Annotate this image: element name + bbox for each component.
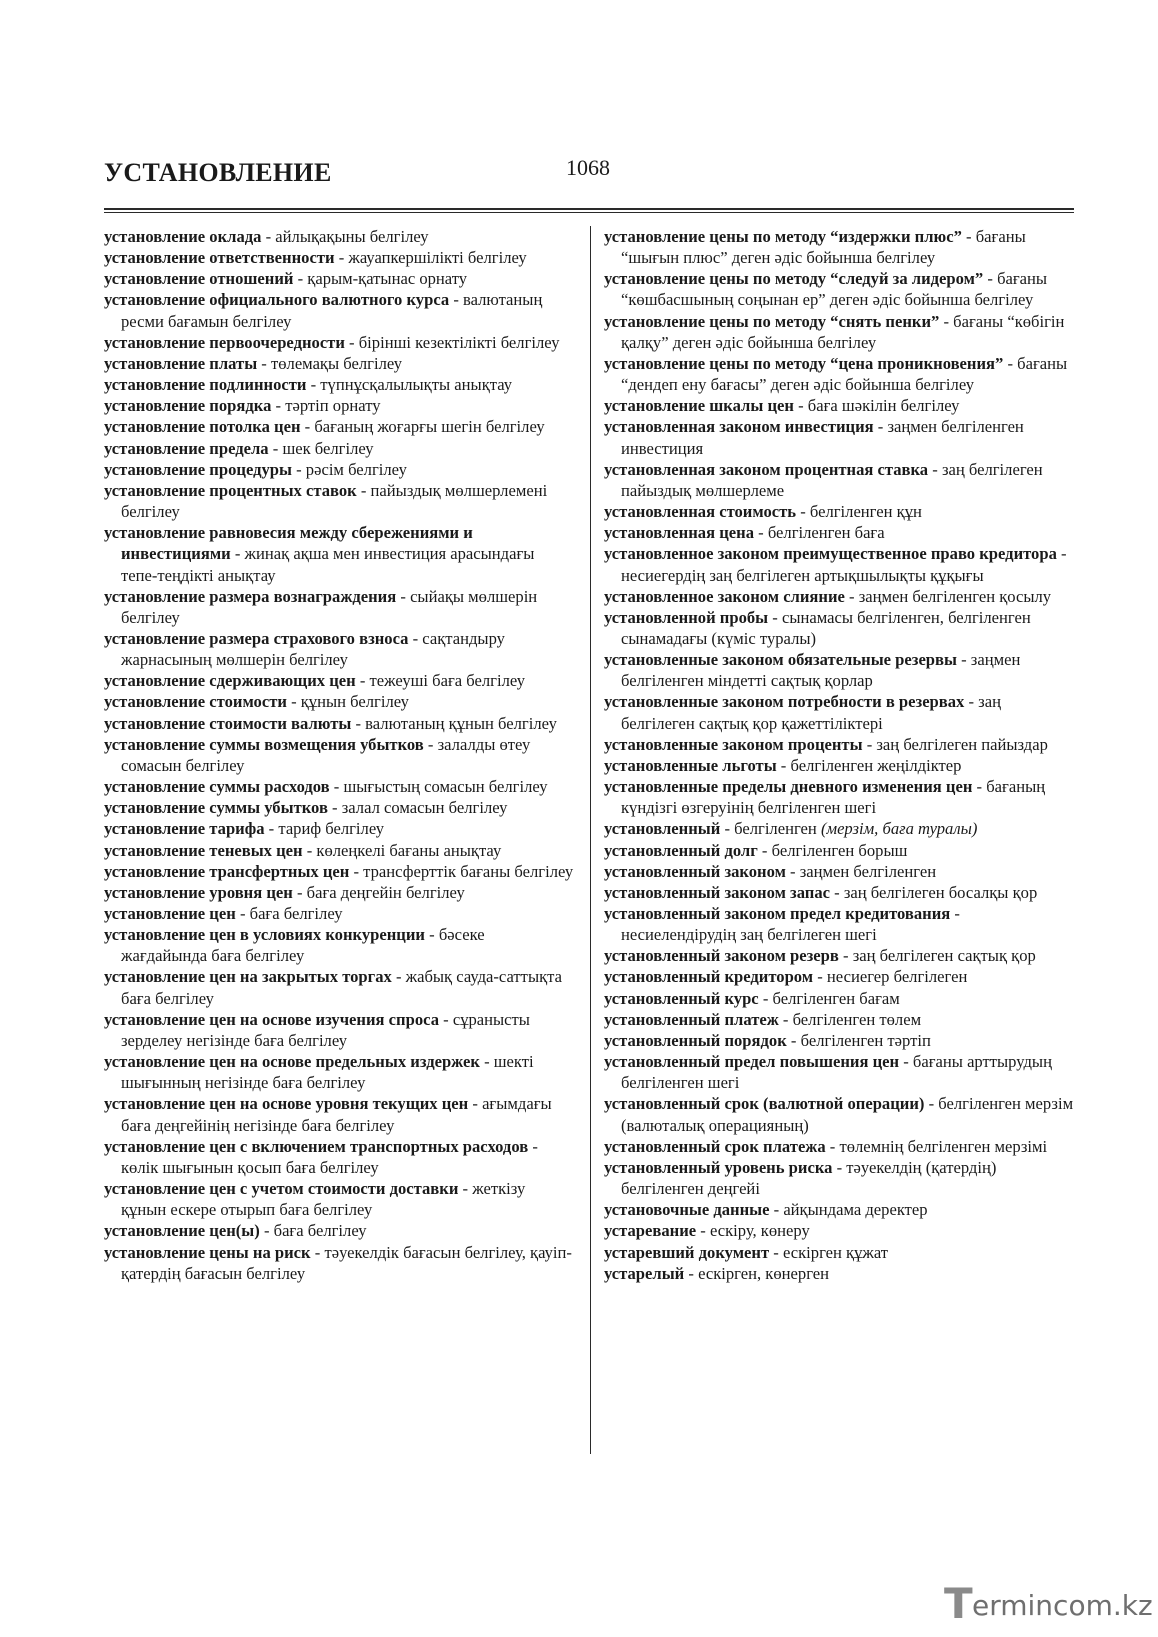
dictionary-entry: [604, 691, 1074, 733]
left-column: [104, 226, 574, 1284]
dictionary-entry: [604, 311, 1074, 353]
entry-separator: -: [423, 734, 438, 754]
entry-separator: -: [408, 628, 423, 648]
entry-term: установленный уровень риска: [604, 1157, 833, 1177]
entry-definition: белгіленген тәртіп: [800, 1030, 931, 1050]
dictionary-entry: [604, 1263, 1074, 1284]
entry-separator: -: [264, 819, 279, 839]
entry-term: установление тарифа: [104, 819, 265, 839]
entry-separator: -: [924, 1094, 939, 1114]
entry-definition: шек белгілеу: [282, 438, 374, 458]
entry-separator: -: [292, 882, 307, 902]
entry-separator: -: [830, 882, 844, 902]
entry-definition: белгіленген бағам: [772, 988, 900, 1008]
entry-separator: -: [396, 586, 411, 606]
entry-separator: -: [956, 650, 971, 670]
entry-separator: -: [349, 861, 364, 881]
entry-separator: -: [235, 904, 250, 923]
entry-separator: -: [1003, 353, 1018, 373]
entry-definition: құнын белгілеу: [300, 692, 409, 712]
entry-separator: -: [271, 396, 286, 416]
entry-separator: -: [768, 607, 782, 627]
right-column: [604, 226, 1074, 1284]
entry-definition: көлік шығынын қосып баға белгілеу: [121, 1157, 379, 1177]
entry-definition: бағаның жоғарғы шегін белгілеу: [314, 417, 545, 437]
dictionary-entry: [604, 861, 1074, 882]
entry-term: установленная законом процентная ставка: [604, 459, 929, 479]
entry-separator: -: [344, 332, 359, 352]
entry-definition: заң белгілеген сақтық қор: [852, 946, 1036, 966]
dictionary-entry: [104, 818, 574, 839]
entry-definition: заңмен белгіленген инвестиция: [621, 417, 1024, 458]
entry-term: установление потолка цен: [104, 417, 301, 437]
entry-definition: рәсім белгілеу: [305, 459, 407, 479]
entry-term: установление цены на риск: [104, 1242, 311, 1262]
entry-definition: көлеңкелі бағаны анықтау: [316, 840, 502, 860]
entry-separator: -: [769, 1242, 783, 1262]
entry-separator: -: [268, 438, 283, 458]
entry-definition: белгіленген баға: [767, 523, 885, 543]
dictionary-entry: [104, 797, 574, 818]
entry-separator: -: [983, 269, 998, 289]
dictionary-entry: [104, 268, 574, 289]
entry-term: установленный законом: [604, 861, 786, 881]
dictionary-entry: [604, 268, 1074, 310]
entry-separator: -: [391, 967, 406, 987]
entry-separator: -: [230, 544, 245, 564]
entry-term: установление стоимости валюты: [104, 713, 352, 733]
entry-separator: -: [1056, 544, 1067, 564]
entry-definition: валютаның ресми бағамын белгілеу: [121, 290, 543, 331]
entry-separator: -: [300, 417, 315, 437]
entry-term: установление цен на закрытых торгах: [104, 967, 392, 987]
dictionary-entry: [104, 586, 574, 628]
dictionary-entry: [104, 713, 574, 734]
entry-separator: -: [327, 798, 342, 818]
entry-definition: несиегер белгілеген: [826, 967, 968, 987]
page-header: [104, 155, 1074, 194]
entry-definition: ескірген құжат: [782, 1242, 889, 1262]
entry-term: установление процентных ставок: [104, 480, 357, 500]
dictionary-entry: [604, 1199, 1074, 1220]
entry-definition: белгіленген жеңілдіктер: [790, 755, 962, 775]
dictionary-entry: [604, 988, 1074, 1009]
entry-term: установление цен: [104, 904, 236, 923]
dictionary-entry: [104, 374, 574, 395]
entry-definition: белгіленген: [734, 819, 817, 839]
entry-definition: төлемақы белгілеу: [270, 353, 403, 373]
entry-term: установленный платеж: [604, 1009, 779, 1029]
entry-definition: бағаны “шығын плюс” деген әдіс бойынша белгілеу: [621, 227, 1026, 268]
entry-definition: заң белгілеген пайыздық мөлшерлеме: [621, 459, 1043, 500]
entry-definition: белгіленген құн: [809, 502, 922, 522]
header-rule-thick: [104, 208, 1074, 210]
entry-term: установление цен с учетом стоимости доставки: [104, 1179, 459, 1199]
entry-definition: тәртіп орнату: [285, 396, 381, 416]
entry-term: установленный долг: [604, 840, 758, 860]
entry-term: установление оклада: [104, 227, 262, 246]
entry-definition: жабық сауда-саттықта баға белгілеу: [121, 967, 562, 1008]
dictionary-entry: [104, 1178, 574, 1220]
entry-term: установление ответственности: [104, 248, 335, 268]
dictionary-entry: [104, 522, 574, 585]
dictionary-entry: [604, 649, 1074, 691]
entry-definition: залал сомасын белгілеу: [341, 798, 508, 818]
entry-definition: ескіру, көнеру: [709, 1221, 810, 1241]
dictionary-entry: [104, 395, 574, 416]
entry-term: установленные льготы: [604, 755, 777, 775]
entry-term: установление цен на основе уровня текущих цен: [104, 1094, 469, 1114]
entry-separator: -: [259, 1221, 274, 1241]
entry-term: устаревший документ: [604, 1242, 770, 1262]
dictionary-entry: [104, 776, 574, 797]
dictionary-entry: [104, 966, 574, 1008]
dictionary-entry: [104, 691, 574, 712]
entry-term: устарелый: [604, 1263, 685, 1283]
dictionary-entry: [604, 1242, 1074, 1263]
entry-separator: -: [939, 311, 954, 331]
entry-separator: -: [449, 290, 464, 310]
entry-definition: белгіленген төлем: [792, 1009, 922, 1029]
dictionary-entry: [604, 734, 1074, 755]
dictionary-entry: [104, 861, 574, 882]
entry-term: установление предела: [104, 438, 269, 458]
entry-separator: -: [334, 248, 349, 268]
dictionary-entry: [604, 818, 1074, 839]
entry-term: установление размера вознаграждения: [104, 586, 397, 606]
dictionary-entry: [604, 607, 1074, 649]
dictionary-entry: [104, 459, 574, 480]
entry-separator: -: [439, 1009, 453, 1029]
entry-term: установление цен в условиях конкуренции: [104, 925, 425, 945]
entry-separator: -: [306, 375, 321, 395]
entry-separator: -: [310, 1242, 325, 1262]
entry-separator: -: [479, 1052, 494, 1072]
entry-separator: -: [261, 227, 276, 246]
entry-term: установление официального валютного курса: [104, 290, 450, 310]
entry-separator: -: [684, 1263, 699, 1283]
entry-definition: сұранысты зерделеу негізінде баға белгілеу: [121, 1009, 530, 1050]
entry-separator: -: [785, 861, 800, 881]
entry-definition: валютаның құнын белгілеу: [365, 713, 557, 733]
column-divider: [590, 226, 591, 1454]
entry-term: устаревание: [604, 1221, 697, 1241]
entry-separator: -: [757, 840, 772, 860]
entry-separator: -: [796, 502, 810, 522]
entry-definition: түпнұсқалылықты анықтау: [320, 375, 513, 395]
dictionary-entry: [104, 628, 574, 670]
entry-separator: -: [928, 459, 942, 479]
dictionary-entry: [604, 1157, 1074, 1199]
dictionary-entry: [604, 840, 1074, 861]
dictionary-entry: [604, 1093, 1074, 1135]
entry-definition: жауапкершілікті белгілеу: [348, 248, 527, 268]
entry-separator: -: [257, 353, 271, 373]
entry-definition: бағаны арттырудың белгіленген шегі: [621, 1052, 1052, 1093]
entry-definition: трансферттік бағаны белгілеу: [363, 861, 574, 881]
entry-term: установление сдерживающих цен: [104, 671, 356, 691]
entry-term: установление суммы возмещения убытков: [104, 734, 424, 754]
terminkom-logo: [944, 1579, 1153, 1628]
entry-term: установленные пределы дневного изменения цен: [604, 777, 973, 797]
entry-term: установление цен на основе предельных издержек: [104, 1052, 480, 1072]
entry-definition: бағаны “көшбасшының соңынан ер” деген әдіс бойынша белгілеу: [621, 269, 1048, 310]
entry-term: установление подлинности: [104, 375, 307, 395]
entry-separator: -: [793, 396, 808, 416]
entry-definition: баға белгілеу: [249, 904, 343, 923]
dictionary-entry: [604, 395, 1074, 416]
page-number: 1068: [566, 155, 610, 180]
entry-separator: -: [356, 480, 371, 500]
entry-separator: -: [425, 925, 439, 945]
entry-separator: -: [302, 840, 317, 860]
header-rule-thin: [104, 212, 1074, 213]
entry-definition: заңмен белгіленген міндетті сақтық қорлар: [621, 650, 1021, 691]
entry-definition: шекті шығынның негізінде баға белгілеу: [121, 1052, 534, 1093]
dictionary-entry: [604, 755, 1074, 776]
logo-text: ermincom.kz: [972, 1589, 1153, 1622]
entry-separator: -: [291, 459, 306, 479]
entry-term: установленный срок (валютной операции): [604, 1094, 925, 1114]
dictionary-entry: [604, 501, 1074, 522]
dictionary-entry: [604, 966, 1074, 987]
entry-separator: -: [873, 417, 888, 437]
entry-term: установление цен с включением транспортных расходов: [104, 1136, 529, 1156]
entry-separator: -: [844, 586, 859, 606]
dictionary-entry: [604, 776, 1074, 818]
dictionary-entry: [604, 353, 1074, 395]
dictionary-entry: [104, 1051, 574, 1093]
entry-separator: -: [720, 819, 735, 839]
entry-term: установленные законом обязательные резервы: [604, 650, 957, 670]
entry-definition: шығыстың сомасын белгілеу: [343, 777, 548, 797]
entry-term: установление отношений: [104, 269, 294, 289]
entry-term: установление цен на основе изучения спроса: [104, 1009, 439, 1029]
dictionary-entry: [604, 522, 1074, 543]
entry-term: установление порядка: [104, 396, 272, 416]
dictionary-entry: [104, 1242, 574, 1284]
entry-term: установление равновесия между сбережениями и инвестициями: [104, 523, 473, 564]
entry-term: установленный порядок: [604, 1030, 787, 1050]
entry-separator: -: [899, 1052, 913, 1072]
entry-definition: сынамасы белгіленген, белгіленген сынамадағы (күміс туралы): [621, 607, 1031, 648]
entry-term: установленной пробы: [604, 607, 769, 627]
entry-definition: баға белгілеу: [273, 1221, 367, 1241]
entry-definition: заң белгілеген босалқы қор: [843, 882, 1038, 902]
entry-term: установленный срок платежа: [604, 1136, 826, 1156]
entry-separator: -: [329, 777, 344, 797]
entry-definition: жеткізу құнын ескере отырып баға белгілеу: [121, 1179, 526, 1220]
entry-term: установленная стоимость: [604, 502, 797, 522]
entry-term: установленный курс: [604, 988, 759, 1008]
entry-term: установление размера страхового взноса: [104, 628, 409, 648]
entry-separator: -: [758, 988, 773, 1008]
dictionary-entry: [104, 882, 574, 903]
dictionary-entry: [104, 416, 574, 437]
entry-definition: заңмен белгіленген: [799, 861, 937, 881]
entry-term: установленные законом потребности в резервах: [604, 692, 965, 712]
dictionary-entry: [104, 903, 574, 924]
dictionary-entry: [604, 1009, 1074, 1030]
dictionary-entry: [604, 416, 1074, 458]
entry-definition: несиегердің заң белгілеген артықшылықты құқығы: [621, 565, 984, 585]
entry-term: установленная цена: [604, 523, 754, 543]
dictionary-entry: [604, 882, 1074, 903]
entry-term: установленный законом предел кредитования: [604, 904, 951, 923]
entry-definition: сақтандыру жарнасының мөлшерін белгілеу: [121, 628, 505, 670]
dictionary-entry: [104, 332, 574, 353]
entry-term: установление уровня цен: [104, 882, 293, 902]
entry-term: установленное законом слияние: [604, 586, 845, 606]
entry-separator: -: [838, 946, 853, 966]
entry-definition: тариф белгілеу: [278, 819, 385, 839]
dictionary-entry: [604, 1136, 1074, 1157]
entry-separator: -: [468, 1094, 483, 1114]
entry-term: установление первоочередности: [104, 332, 345, 352]
entry-term: установленный законом запас: [604, 882, 831, 902]
entry-term: установленные законом проценты: [604, 734, 863, 754]
entry-term: установление суммы убытков: [104, 798, 328, 818]
dictionary-entry: [604, 543, 1074, 585]
dictionary-entry: [604, 226, 1074, 268]
dictionary-entry: [104, 226, 574, 247]
dictionary-entry: [104, 353, 574, 374]
entry-term: установление процедуры: [104, 459, 292, 479]
entry-definition: айқындама деректер: [783, 1200, 928, 1220]
entry-definition: заң белгілеген сақтық қор қажеттіліктері: [621, 692, 1001, 733]
entry-definition: белгіленген мерзім (валюталық операцияның): [621, 1094, 1074, 1135]
entry-separator: -: [769, 1200, 784, 1220]
entry-term: установление цен(ы): [104, 1221, 260, 1241]
entry-separator: -: [825, 1136, 840, 1156]
entry-separator: -: [862, 734, 877, 754]
entry-separator: -: [832, 1157, 847, 1177]
entry-separator: -: [355, 671, 370, 691]
entry-definition: сыйақы мөлшерін белгілеу: [121, 586, 538, 627]
entry-definition: бәсеке жағдайында баға белгілеу: [121, 925, 485, 966]
entry-separator: -: [528, 1136, 538, 1156]
entry-definition: жинақ ақша мен инвестиция арасындағы тепе-теңдікті анықтау: [121, 544, 535, 585]
entry-definition: тәуекелдің (қатердің) белгіленген деңгейі: [621, 1157, 997, 1199]
entry-separator: -: [964, 692, 979, 712]
dictionary-entry: [104, 1220, 574, 1241]
entry-definition: белгіленген борыш: [771, 840, 908, 860]
entry-separator: -: [972, 777, 987, 797]
entry-separator: -: [293, 269, 308, 289]
entry-term: установление цены по методу “цена проникновения”: [604, 353, 1004, 373]
entry-definition: баға деңгейін белгілеу: [306, 882, 465, 902]
entry-term: установление цены по методу “следуй за лидером”: [604, 269, 984, 289]
dictionary-entry: [104, 1136, 574, 1178]
entry-term: установление цены по методу “снять пенки”: [604, 311, 940, 331]
entry-definition: бағаны “көбігін қалқу” деген әдіс бойынша белгілеу: [621, 311, 1065, 352]
dictionary-entry: [104, 1009, 574, 1051]
entry-separator: -: [786, 1030, 801, 1050]
entry-definition: ағымдағы баға деңгейінің негізінде баға белгілеу: [121, 1094, 552, 1135]
logo-letter: T: [944, 1579, 973, 1628]
entry-definition: қарым-қатынас орнату: [307, 269, 468, 289]
entry-definition: бағаның күндізгі өзгеруінің белгіленген шегі: [621, 777, 1046, 818]
entry-separator: -: [458, 1179, 473, 1199]
entry-term: установленный предел повышения цен: [604, 1052, 900, 1072]
entry-separator: -: [813, 967, 827, 987]
dictionary-entry: [104, 480, 574, 522]
dictionary-entry: [104, 924, 574, 966]
dictionary-entry: [604, 1051, 1074, 1093]
entry-term: установленный законом резерв: [604, 946, 839, 966]
entry-term: установление суммы расходов: [104, 777, 330, 797]
dictionary-entry: [604, 1030, 1074, 1051]
entry-term: установочные данные: [604, 1200, 770, 1220]
entry-definition: ескірген, көнерген: [698, 1263, 830, 1283]
dictionary-entry: [104, 438, 574, 459]
dictionary-entry: [104, 289, 574, 331]
entry-definition: заң белгілеген пайыздар: [876, 734, 1048, 754]
entry-term: установление теневых цен: [104, 840, 303, 860]
entry-term: установленный: [604, 819, 721, 839]
entry-term: установление шкалы цен: [604, 396, 794, 416]
entry-definition: залалды өтеу сомасын белгілеу: [121, 734, 531, 775]
entry-separator: -: [950, 904, 960, 923]
entry-note: (мерзім, баға туралы): [820, 819, 978, 839]
entry-definition: баға шәкілін белгілеу: [807, 396, 960, 416]
entry-separator: -: [286, 692, 301, 712]
entry-definition: бағаны “дендеп ену бағасы” деген әдіс бойынша белгілеу: [621, 353, 1068, 395]
dictionary-entry: [104, 1093, 574, 1135]
entry-term: установление платы: [104, 353, 258, 373]
entry-separator: -: [754, 523, 768, 543]
entry-term: установление трансфертных цен: [104, 861, 350, 881]
entry-definition: төлемнің белгіленген мерзімі: [839, 1136, 1048, 1156]
running-head-word: УСТАНОВЛЕНИЕ: [104, 158, 332, 187]
entry-definition: несиелендірудің заң белгілеген шегі: [621, 925, 877, 945]
entry-separator: -: [351, 713, 366, 733]
entry-term: установленная законом инвестиция: [604, 417, 874, 437]
entry-term: установленное законом преимущественное право кредитора: [604, 544, 1057, 564]
entry-definition: тәуекелдік бағасын белгілеу, қауіп-қатердің бағасын белгілеу: [121, 1242, 572, 1283]
dictionary-entry: [604, 1220, 1074, 1241]
entry-definition: бірінші кезектілікті белгілеу: [358, 332, 560, 352]
entry-separator: -: [961, 227, 976, 246]
entry-definition: пайыздық мөлшерлемені белгілеу: [121, 480, 548, 522]
entry-definition: тежеуші баға белгілеу: [369, 671, 526, 691]
dictionary-entry: [604, 903, 1074, 945]
dictionary-entry: [104, 840, 574, 861]
dictionary-entry: [104, 247, 574, 268]
entry-definition: заңмен белгіленген қосылу: [858, 586, 1052, 606]
entry-separator: -: [696, 1221, 710, 1241]
dictionary-entry: [604, 945, 1074, 966]
entry-term: установление цены по методу “издержки плюс”: [604, 227, 962, 246]
entry-separator: -: [778, 1009, 793, 1029]
dictionary-entry: [104, 670, 574, 691]
dictionary-entry: [604, 586, 1074, 607]
entry-term: установление стоимости: [104, 692, 287, 712]
dictionary-entry: [604, 459, 1074, 501]
entry-separator: -: [776, 755, 791, 775]
dictionary-entry: [104, 734, 574, 776]
entry-definition: айлықақыны белгілеу: [275, 227, 429, 246]
entry-term: установленный кредитором: [604, 967, 814, 987]
